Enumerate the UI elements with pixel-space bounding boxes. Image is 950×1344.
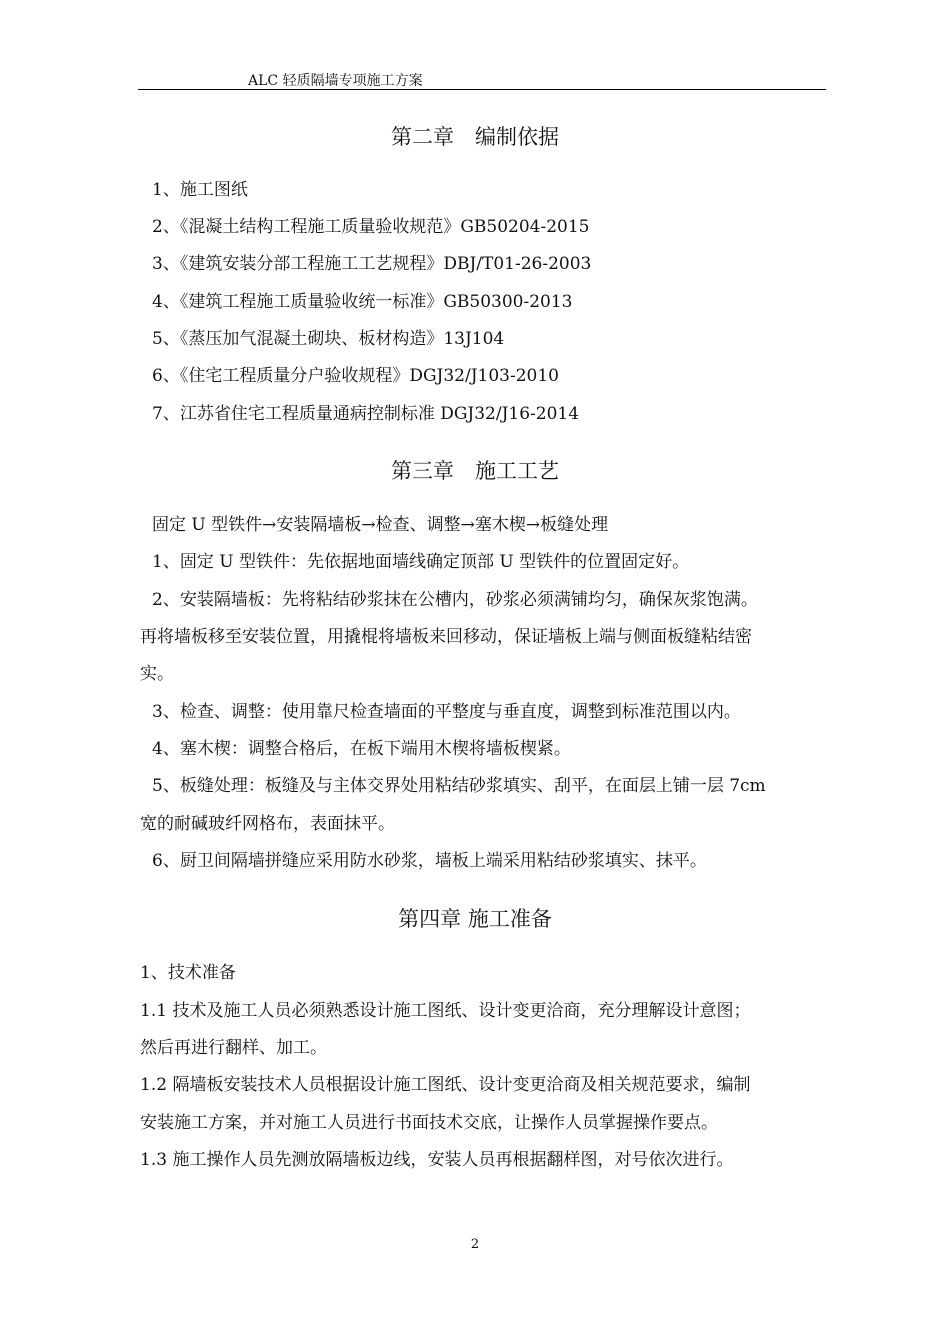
process-line: 3、检查、调整：使用靠尺检查墙面的平整度与垂直度，调整到标准范围以内。 (152, 702, 741, 722)
page-number: 2 (470, 1237, 480, 1252)
prep-line: 安装施工方案，并对施工人员进行书面技术交底，让操作人员掌握操作要点。 (140, 1113, 718, 1133)
prep-line: 1.2 隔墙板安装技术人员根据设计施工图纸、设计变更洽商及相关规范要求，编制 (140, 1075, 751, 1095)
process-line: 再将墙板移至安装位置，用撬棍将墙板来回移动，保证墙板上端与侧面板缝粘结密 (140, 627, 752, 647)
process-line: 4、塞木楔：调整合格后，在板下端用木楔将墙板楔紧。 (152, 739, 571, 759)
chapter2-title: 第二章 编制依据 (391, 125, 559, 149)
prep-line: 1.1 技术及施工人员必须熟悉设计施工图纸、设计变更洽商，充分理解设计意图； (140, 1001, 751, 1021)
basis-item: 4、《建筑工程施工质量验收统一标准》GB50300-2013 (152, 292, 573, 312)
basis-item: 5、《蒸压加气混凝土砌块、板材构造》13J104 (152, 329, 505, 349)
basis-item: 7、江苏省住宅工程质量通病控制标准 DGJ32/J16-2014 (152, 404, 580, 424)
header-title: ALC 轻质隔墙专项施工方案 (248, 73, 423, 89)
process-line: 实。 (140, 664, 174, 684)
basis-item: 1、施工图纸 (152, 180, 248, 200)
chapter4-title: 第四章 施工准备 (398, 907, 552, 931)
process-line: 1、固定 U 型铁件：先依据地面墙线确定顶部 U 型铁件的位置固定好。 (152, 552, 690, 572)
prep-line: 然后再进行翻样、加工。 (140, 1038, 327, 1058)
basis-item: 6、《住宅工程质量分户验收规程》DGJ32/J103-2010 (152, 366, 559, 386)
basis-item: 2、《混凝土结构工程施工质量验收规范》GB50204-2015 (152, 217, 590, 237)
process-line: 2、安装隔墙板：先将粘结砂浆抹在公槽内，砂浆必须满铺均匀，确保灰浆饱满。 (152, 590, 758, 610)
process-line: 5、板缝处理：板缝及与主体交界处用粘结砂浆填实、刮平，在面层上铺一层 7cm (152, 776, 766, 796)
process-line: 6、厨卫间隔墙拼缝应采用防水砂浆，墙板上端采用粘结砂浆填实、抹平。 (152, 851, 707, 871)
chapter3-title: 第三章 施工工艺 (391, 459, 559, 483)
header-rule (138, 89, 826, 90)
process-flow: 固定 U 型铁件→安装隔墙板→检查、调整→塞木楔→板缝处理 (152, 515, 609, 535)
prep-line: 1、技术准备 (140, 963, 236, 983)
basis-item: 3、《建筑安装分部工程施工工艺规程》DBJ/T01-26-2003 (152, 254, 592, 274)
process-line: 宽的耐碱玻纤网格布，表面抹平。 (140, 814, 395, 834)
prep-line: 1.3 施工操作人员先测放隔墙板边线，安装人员再根据翻样图，对号依次进行。 (140, 1150, 734, 1170)
